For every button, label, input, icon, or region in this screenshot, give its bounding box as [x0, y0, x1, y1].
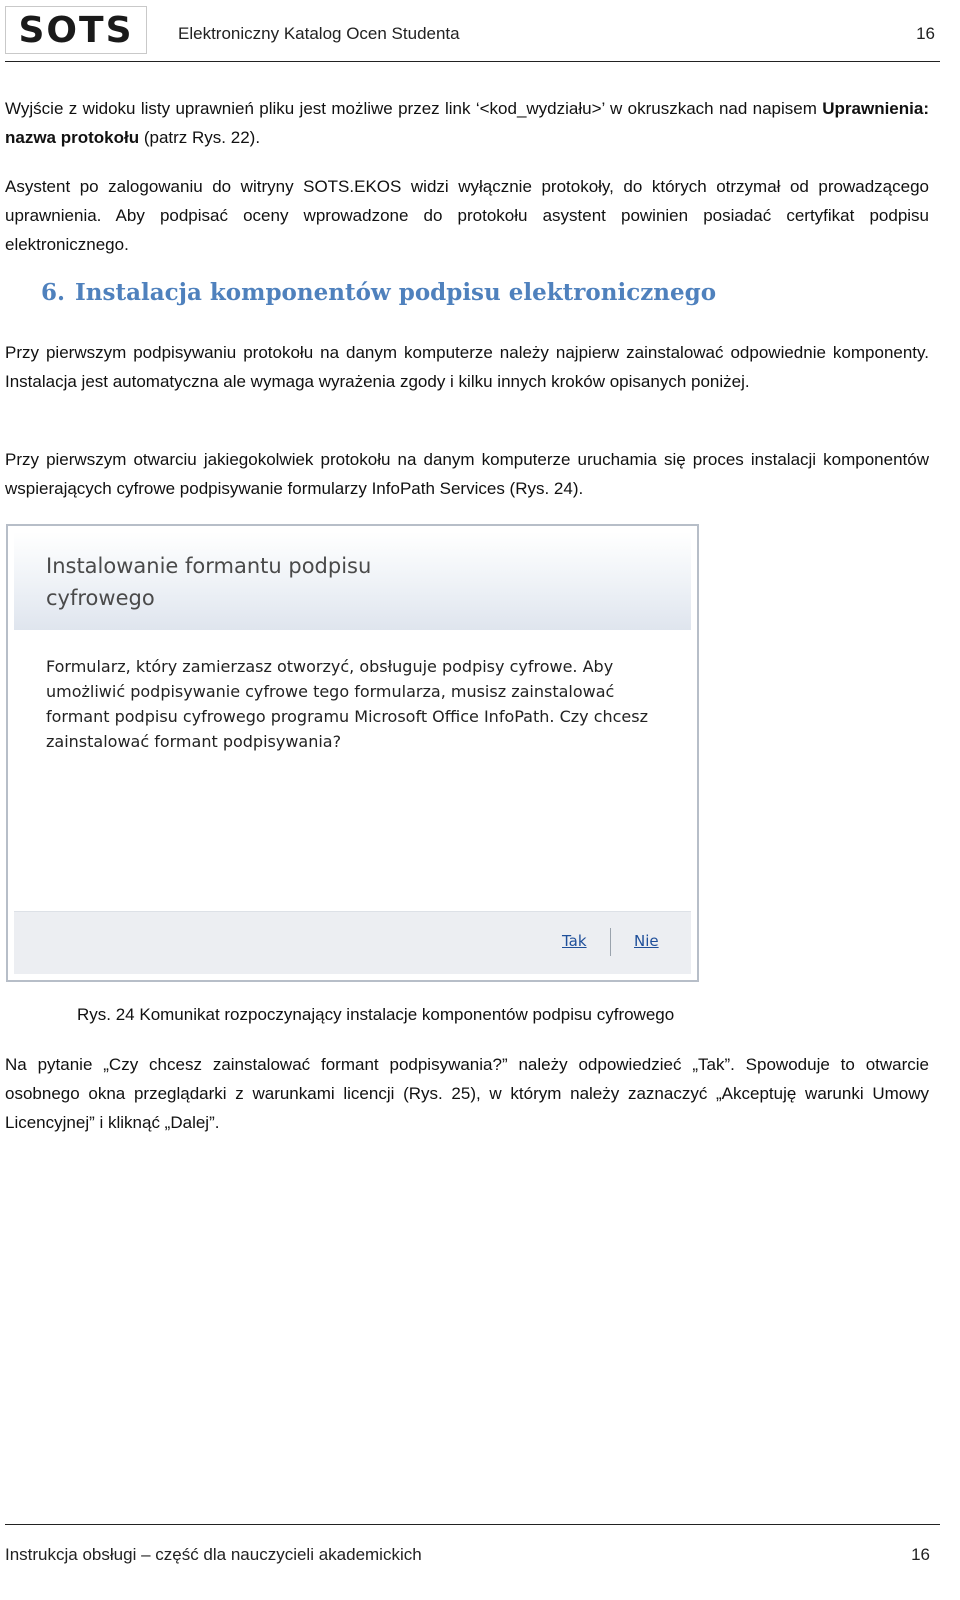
sots-logo-graphic [8, 10, 144, 50]
footer-divider [5, 1524, 940, 1525]
section-number: 6. [41, 279, 66, 306]
paragraph-text: (patrz Rys. 22). [139, 128, 261, 147]
header-page-number: 16 [916, 24, 935, 43]
paragraph-bold-text: Uprawnienia: nazwa protokołu [5, 99, 929, 147]
footer-page-number: 16 [911, 1545, 930, 1564]
header-title: Elektroniczny Katalog Ocen Studenta [178, 24, 460, 43]
dialog-message: Formularz, który zamierzasz otworzyć, obsługuje podpisy cyfrowe. Aby umożliwić podpisywanie cyfrowe tego formularza, musisz zainstalować formant podpisu cyfrowego programu Microsoft Office InfoPath. Czy chcesz zainstalować formant podpisywania? [46, 657, 648, 751]
paragraph-first-signing: Przy pierwszym podpisywaniu protokołu na danym komputerze należy najpierw zainstalować odpowiednie komponenty. Instalacja jest automatyczna ale wymaga wyrażenia zgody i kilku innych kroków opisanych poniżej. [5, 343, 929, 391]
section-title: Instalacja komponentów podpisu elektronicznego [75, 279, 717, 306]
header-divider [5, 61, 940, 62]
paragraph-text: Wyjście z widoku listy uprawnień pliku jest możliwe przez link ‘<kod_wydziału>’ w okruszkach nad napisem [5, 99, 823, 118]
sots-logo [5, 6, 147, 54]
yes-button[interactable]: Tak [562, 932, 587, 950]
dialog-title: Instalowanie formantu podpisu cyfrowego [46, 554, 372, 610]
logo-text: SOTS [18, 10, 134, 50]
paragraph-assistant: Asystent po zalogowaniu do witryny SOTS.EKOS widzi wyłącznie protokoły, do których otrzymał od prowadzącego uprawnienia. Aby podpisać oceny wprowadzone do protokołu asystent powinien posiadać certyfikat podpisu elektronicznego. [5, 177, 929, 254]
paragraph-answer-yes: Na pytanie „Czy chcesz zainstalować formant podpisywania?” należy odpowiedzieć „Tak”. Spowoduje to otwarcie osobnego okna przeglądarki z warunkami licencji (Rys. 25), w którym należy zaznaczyć „Akceptuję warunki Umowy Licencyjnej” i kliknąć „Dalej”. [5, 1055, 929, 1132]
no-button[interactable]: Nie [634, 932, 659, 950]
paragraph-first-opening: Przy pierwszym otwarciu jakiegokolwiek protokołu na danym komputerze uruchamia się proces instalacji komponentów wspierających cyfrowe podpisywanie formularzy InfoPath Services (Rys. 24). [5, 450, 929, 498]
footer-title: Instrukcja obsługi – część dla nauczycieli akademickich [5, 1545, 422, 1564]
page-header [5, 6, 940, 62]
button-separator [610, 928, 611, 956]
paragraph-exit-permissions [5, 94, 929, 152]
section-heading [41, 279, 716, 306]
figure-caption: Rys. 24 Komunikat rozpoczynający instalacje komponentów podpisu cyfrowego [77, 1005, 675, 1024]
dialog-footer [14, 911, 691, 974]
install-signature-dialog [6, 524, 699, 982]
